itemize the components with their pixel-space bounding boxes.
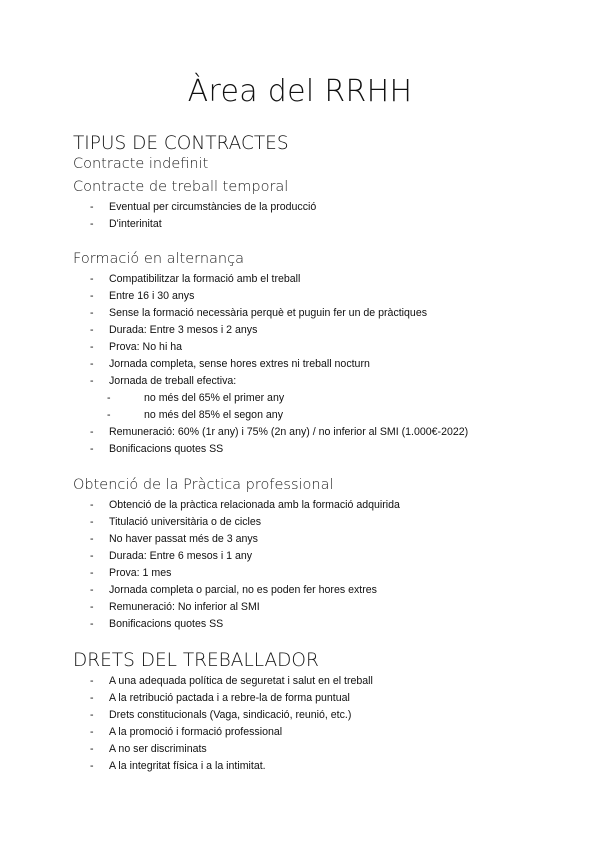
heading-indefinite-contract: Contracte indefinit xyxy=(73,156,209,172)
bullet-dash: - xyxy=(90,533,94,545)
bullet-dash: - xyxy=(90,290,94,302)
bullet-dash: - xyxy=(90,743,94,755)
bullet-dash: - xyxy=(90,550,94,562)
bullet-dash: - xyxy=(90,760,94,772)
list-item-text: A la retribució pactada i a rebre-la de forma puntual xyxy=(109,692,350,704)
list-item-text: Drets constitucionals (Vaga, sindicació, reunió, etc.) xyxy=(109,709,352,721)
bullet-dash: - xyxy=(107,409,111,421)
heading-alternance-training: Formació en alternança xyxy=(73,251,244,267)
list-item-text: Prova: No hi ha xyxy=(109,341,183,353)
list-item-text: no més del 65% el primer any xyxy=(144,392,285,404)
heading-temporary-contract: Contracte de treball temporal xyxy=(73,179,289,195)
list-item-text: D'interinitat xyxy=(109,218,162,230)
list-item-text: Jornada completa o parcial, no es poden fer hores extres xyxy=(109,584,377,596)
bullet-dash: - xyxy=(90,358,94,370)
bullet-dash: - xyxy=(107,392,111,404)
section-heading-contract-types: TIPUS DE CONTRACTES xyxy=(73,133,289,154)
list-item-text: Bonificacions quotes SS xyxy=(109,618,224,630)
bullet-dash: - xyxy=(90,567,94,579)
bullet-dash: - xyxy=(90,375,94,387)
bullet-dash: - xyxy=(90,218,94,230)
list-item-text: Obtenció de la pràctica relacionada amb la formació adquirida xyxy=(109,499,400,511)
list-item-text: A una adequada política de seguretat i salut en el treball xyxy=(109,675,373,687)
bullet-dash: - xyxy=(90,709,94,721)
bullet-dash: - xyxy=(90,618,94,630)
list-item-text: Jornada de treball efectiva: xyxy=(109,375,237,387)
bullet-dash: - xyxy=(90,601,94,613)
list-item-text: A la promoció i formació professional xyxy=(109,726,283,738)
bullet-dash: - xyxy=(90,426,94,438)
bullet-dash: - xyxy=(90,273,94,285)
list-item-text: Remuneració: 60% (1r any) i 75% (2n any) / no inferior al SMI (1.000€-2022) xyxy=(109,426,469,438)
bullet-dash: - xyxy=(90,443,94,455)
section-heading-worker-rights: DRETS DEL TREBALLADOR xyxy=(73,650,319,671)
list-item-text: Jornada completa, sense hores extres ni treball nocturn xyxy=(109,358,370,370)
list-item-text: Prova: 1 mes xyxy=(109,567,172,579)
list-item-text: no més del 85% el segon any xyxy=(144,409,283,421)
list-item-text: Durada: Entre 6 mesos i 1 any xyxy=(109,550,253,562)
list-item-text: Eventual per circumstàncies de la producció xyxy=(109,201,317,213)
bullet-dash: - xyxy=(90,324,94,336)
list-item-text: A la integritat física i a la intimitat. xyxy=(109,760,266,772)
bullet-dash: - xyxy=(90,307,94,319)
bullet-dash: - xyxy=(90,499,94,511)
list-item-text: Compatibilitzar la formació amb el treball xyxy=(109,273,301,285)
list-item-text: Bonificacions quotes SS xyxy=(109,443,224,455)
list-item-text: Remuneració: No inferior al SMI xyxy=(109,601,260,613)
bullet-dash: - xyxy=(90,201,94,213)
bullet-dash: - xyxy=(90,726,94,738)
list-item-text: Sense la formació necessària perquè et puguin fer un de pràctiques xyxy=(109,307,428,319)
bullet-dash: - xyxy=(90,341,94,353)
list-item-text: A no ser discriminats xyxy=(109,743,207,755)
page-title: Àrea del RRHH xyxy=(187,74,413,109)
list-item-text: Entre 16 i 30 anys xyxy=(109,290,195,302)
bullet-dash: - xyxy=(90,692,94,704)
list-item-text: Titulació universitària o de cicles xyxy=(109,516,262,528)
heading-professional-practice: Obtenció de la Pràctica professional xyxy=(73,477,334,493)
bullet-dash: - xyxy=(90,675,94,687)
bullet-dash: - xyxy=(90,584,94,596)
list-item-text: Durada: Entre 3 mesos i 2 anys xyxy=(109,324,258,336)
list-item-text: No haver passat més de 3 anys xyxy=(109,533,258,545)
bullet-dash: - xyxy=(90,516,94,528)
